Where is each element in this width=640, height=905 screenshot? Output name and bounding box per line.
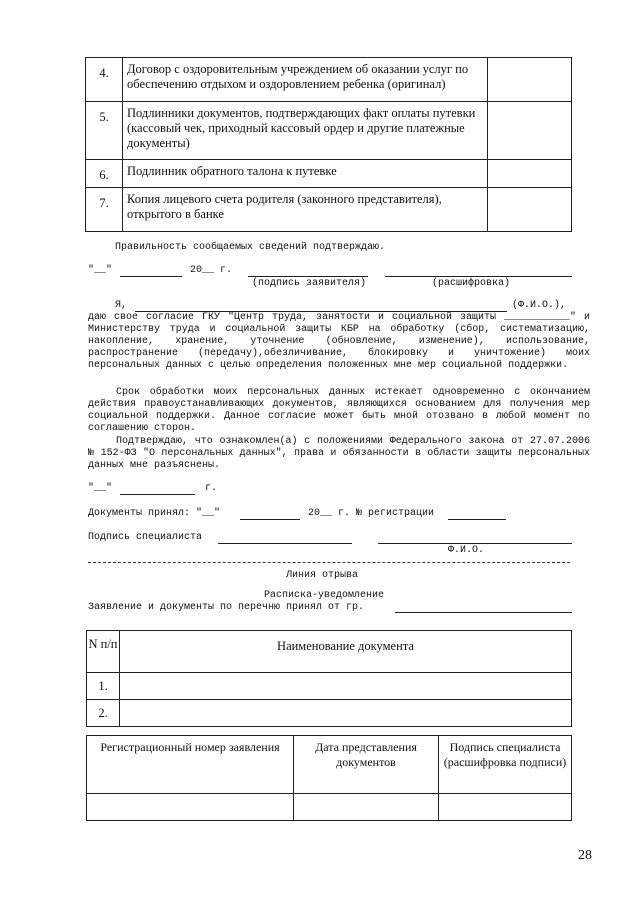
decode-line: [385, 276, 572, 277]
empty-cell: [120, 700, 572, 727]
empty-cell: [120, 673, 572, 700]
header-specialist-sign: Подпись специалиста (расшифровка подписи): [439, 736, 572, 794]
consent-paragraph-2: Срок обработки моих персональных данных истекает одновременно с окончанием действия правоустанавливающих документов, являющихся основанием для получения мер социальной поддержки. Данное согласие может быть мной отозвано в любой момент по соглашению сторон.: [88, 387, 590, 434]
row-number: 2.: [87, 700, 120, 727]
specialist-fio-caption: Ф.И.О.: [448, 545, 485, 556]
receipt-name-line: [395, 612, 572, 613]
accepted-month-line: [240, 519, 300, 520]
header-number: N п/п: [87, 631, 120, 673]
accepted-label: Документы принял: "__": [88, 508, 221, 519]
table-row: [87, 700, 572, 727]
table-row: [86, 102, 572, 160]
fio-caption: (Ф.И.О.),: [512, 300, 567, 311]
header-name: Наименование документа: [120, 631, 572, 673]
documents-table: [85, 57, 572, 232]
receipt-title: Расписка-уведомление: [264, 590, 385, 601]
row-number: 6.: [86, 160, 123, 188]
date-quote: "__": [88, 265, 113, 276]
header-reg-number: Регистрационный номер заявления: [87, 736, 294, 794]
decode-caption: (расшифровка): [432, 278, 511, 289]
specialist-sign-label: Подпись специалиста: [88, 532, 203, 543]
row-number: 1.: [87, 673, 120, 700]
table-row: [86, 188, 572, 232]
empty-cell: [488, 160, 572, 188]
accepted-year: 20__ г. № регистрации: [308, 508, 435, 519]
date-year: 20__ г.: [190, 265, 233, 276]
signature-caption: (подпись заявителя): [252, 278, 367, 289]
table-row: [87, 794, 572, 821]
table-row: [86, 58, 572, 102]
consent-date-quote: "__": [88, 483, 113, 494]
row-text: Подлинники документов, подтверждающих факт оплаты путевки (кассовый чек, приходный кассовый ордер и другие платежные документы): [123, 102, 488, 160]
row-text: Подлинник обратного талона к путевке: [123, 160, 488, 188]
header-date: Дата представления документов: [294, 736, 439, 794]
consent-date-line: [120, 494, 195, 495]
confirm-text: Правильность сообщаемых сведений подтверждаю.: [115, 242, 386, 253]
table-header-row: [87, 736, 572, 794]
row-number: 7.: [86, 188, 123, 232]
empty-cell: [488, 102, 572, 160]
page-number: 28: [578, 848, 592, 863]
row-text: Договор с оздоровительным учреждением об оказании услуг по обеспечению отдыхом и оздоровлением ребенка (оригинал): [123, 58, 488, 102]
date-month-line: [120, 276, 182, 277]
specialist-fio-line: [378, 543, 572, 544]
cut-line: [88, 562, 570, 563]
registration-table: [86, 735, 572, 821]
receipt-table: [86, 630, 572, 727]
empty-cell: [439, 794, 572, 821]
empty-cell: [488, 188, 572, 232]
empty-cell: [488, 58, 572, 102]
row-text: Копия лицевого счета родителя (законного представителя), открытого в банке: [123, 188, 488, 232]
receipt-text: Заявление и документы по перечню принял от гр.: [88, 602, 365, 613]
cut-line-label: Линия отрыва: [286, 570, 359, 581]
table-row: [87, 673, 572, 700]
table-header-row: [87, 631, 572, 673]
row-number: 5.: [86, 102, 123, 160]
consent-year: г.: [205, 483, 218, 494]
row-number: 4.: [86, 58, 123, 102]
consent-ya: Я,: [115, 300, 128, 311]
empty-cell: [87, 794, 294, 821]
consent-paragraph-3: Подтверждаю, что ознакомлен(а) с положениями Федерального закона от 27.07.2006 № 152-ФЗ "О персональных данных", права и обязанности в области защиты персональных данных мне разъяснены.: [88, 436, 590, 471]
registration-line: [448, 519, 506, 520]
table-row: [86, 160, 572, 188]
empty-cell: [294, 794, 439, 821]
specialist-sign-line: [218, 543, 352, 544]
consent-paragraph-1: даю свое согласие ГКУ "Центр труда, занятости и социальной защиты ___________" и Министерству труда и социальной защиты КБР на обработку (сбор, систематизацию, накопление, хранение, уточнение (обновление, изменение), использование, распространение (передачу),обезличивание, блокировку и уничтожение) моих персональных данных с целью определения положенных мне мер социальной поддержки.: [88, 312, 590, 371]
signature-line: [248, 276, 368, 277]
